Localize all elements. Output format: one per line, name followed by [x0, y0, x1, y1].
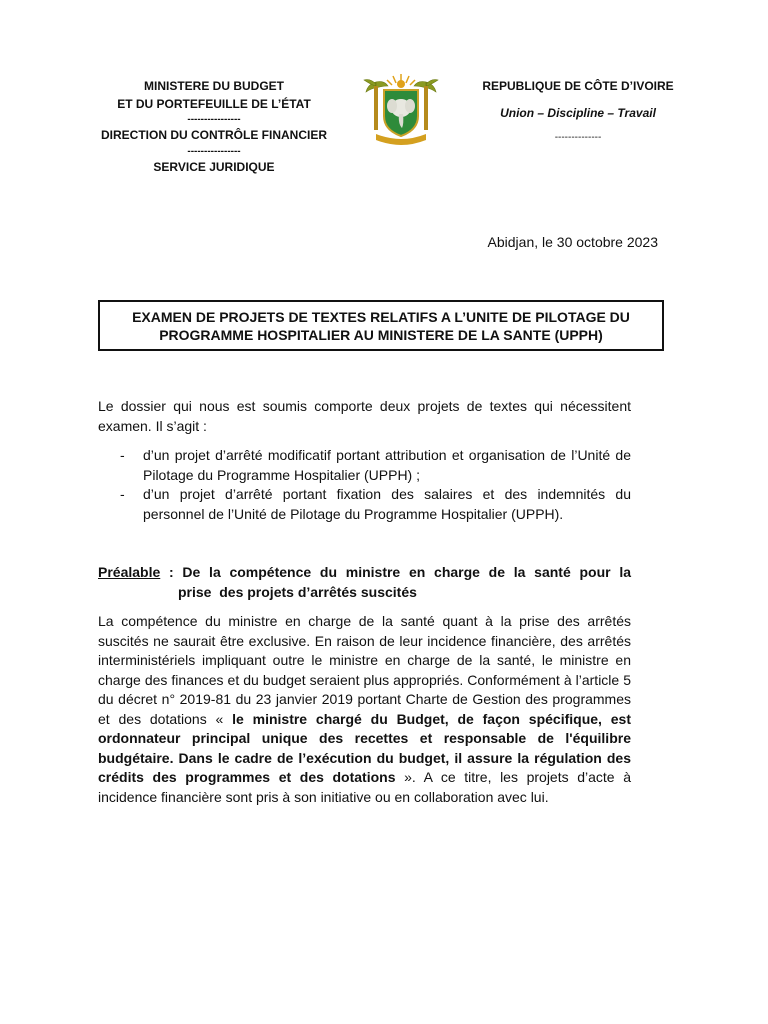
prealable-label: Préalable — [98, 564, 161, 580]
decree-quote: le ministre chargé du Budget, de façon spécifique, est ordonnateur principal unique des recettes et responsable de l'équilibre budgétaire. Dans le cadre de l’exécution du budget, il assure la régulation des crédits des programmes et des dotations — [98, 710, 631, 785]
prealable-heading-line1: De la compétence du ministre en charge de la santé pour la — [182, 564, 632, 580]
document-date: Abidjan, le 30 octobre 2023 — [487, 234, 658, 250]
direction-name: DIRECTION DU CONTRÔLE FINANCIER — [101, 128, 327, 142]
republic-header — [470, 78, 686, 147]
prealable-colon: : — [160, 564, 183, 580]
document-title-box — [98, 300, 664, 351]
header-separator: -------------- — [554, 132, 602, 143]
title-line: PROGRAMME HOSPITALIER AU MINISTERE DE LA SANTE (UPPH) — [159, 327, 603, 343]
header-separator: ---------------- — [187, 145, 241, 157]
prealable-heading-line2: prise des projets d’arrêtés suscités — [178, 584, 417, 600]
project-list — [98, 446, 631, 524]
list-item: - d’un projet d’arrêté modificatif portant attribution et organisation de l’Unité de Pilotage du Programme Hospitalier (UPPH) ; — [120, 447, 631, 483]
list-item-text: d’un projet d’arrêté modificatif portant attribution et organisation de l’Unité de Pilotage du Programme Hospitalier (UPPH) ; — [143, 447, 631, 483]
body-paragraph — [98, 612, 631, 807]
list-item: - d’un projet d’arrêté portant fixation des salaires et des indemnités du personnel de l’Unité de Pilotage du Programme Hospitalier (UPPH). — [120, 486, 631, 522]
ministry-name-line2: ET DU PORTEFEUILLE DE L’ÉTAT — [117, 96, 311, 111]
coat-of-arms-icon — [362, 72, 440, 148]
title-line: EXAMEN DE PROJETS DE TEXTES RELATIFS A L’UNITE DE PILOTAGE DU — [132, 309, 630, 325]
prealable-heading — [98, 563, 631, 583]
service-name: SERVICE JURIDIQUE — [153, 159, 275, 174]
intro-paragraph: Le dossier qui nous est soumis comporte deux projets de textes qui nécessitent examen. Il s’agit : — [98, 398, 631, 434]
ministry-name: MINISTERE DU BUDGET — [143, 79, 284, 93]
national-motto: Union – Discipline – Travail — [500, 105, 656, 120]
ministry-header — [92, 78, 336, 176]
body-text: La compétence du ministre en charge de la santé quant à la prise des arrêtés suscités ne saurait être exclusive. En raison de leur incidence financière, des arrêtés interministériels impliquant outre le ministre en charge de la santé, le ministre en charge des finances et du budget seraient plus appropriés. Conformément à l’article 5 du décret n° 2019-81 du 23 janvier 2019 portant Charte de Gestion des programmes et des dotations « — [98, 613, 631, 727]
header-separator: ---------------- — [187, 114, 241, 125]
country-name: REPUBLIQUE DE CÔTE D’IVOIRE — [482, 79, 674, 93]
list-item-text: d’un projet d’arrêté portant fixation des salaires et des indemnités du personnel de l’Unité de Pilotage du Programme Hospitalier (UPPH). — [143, 486, 631, 522]
body-text-end: ». A ce titre, les projets d’acte à incidence financière sont pris à son initiative ou en collaboration avec lui. — [98, 769, 631, 805]
